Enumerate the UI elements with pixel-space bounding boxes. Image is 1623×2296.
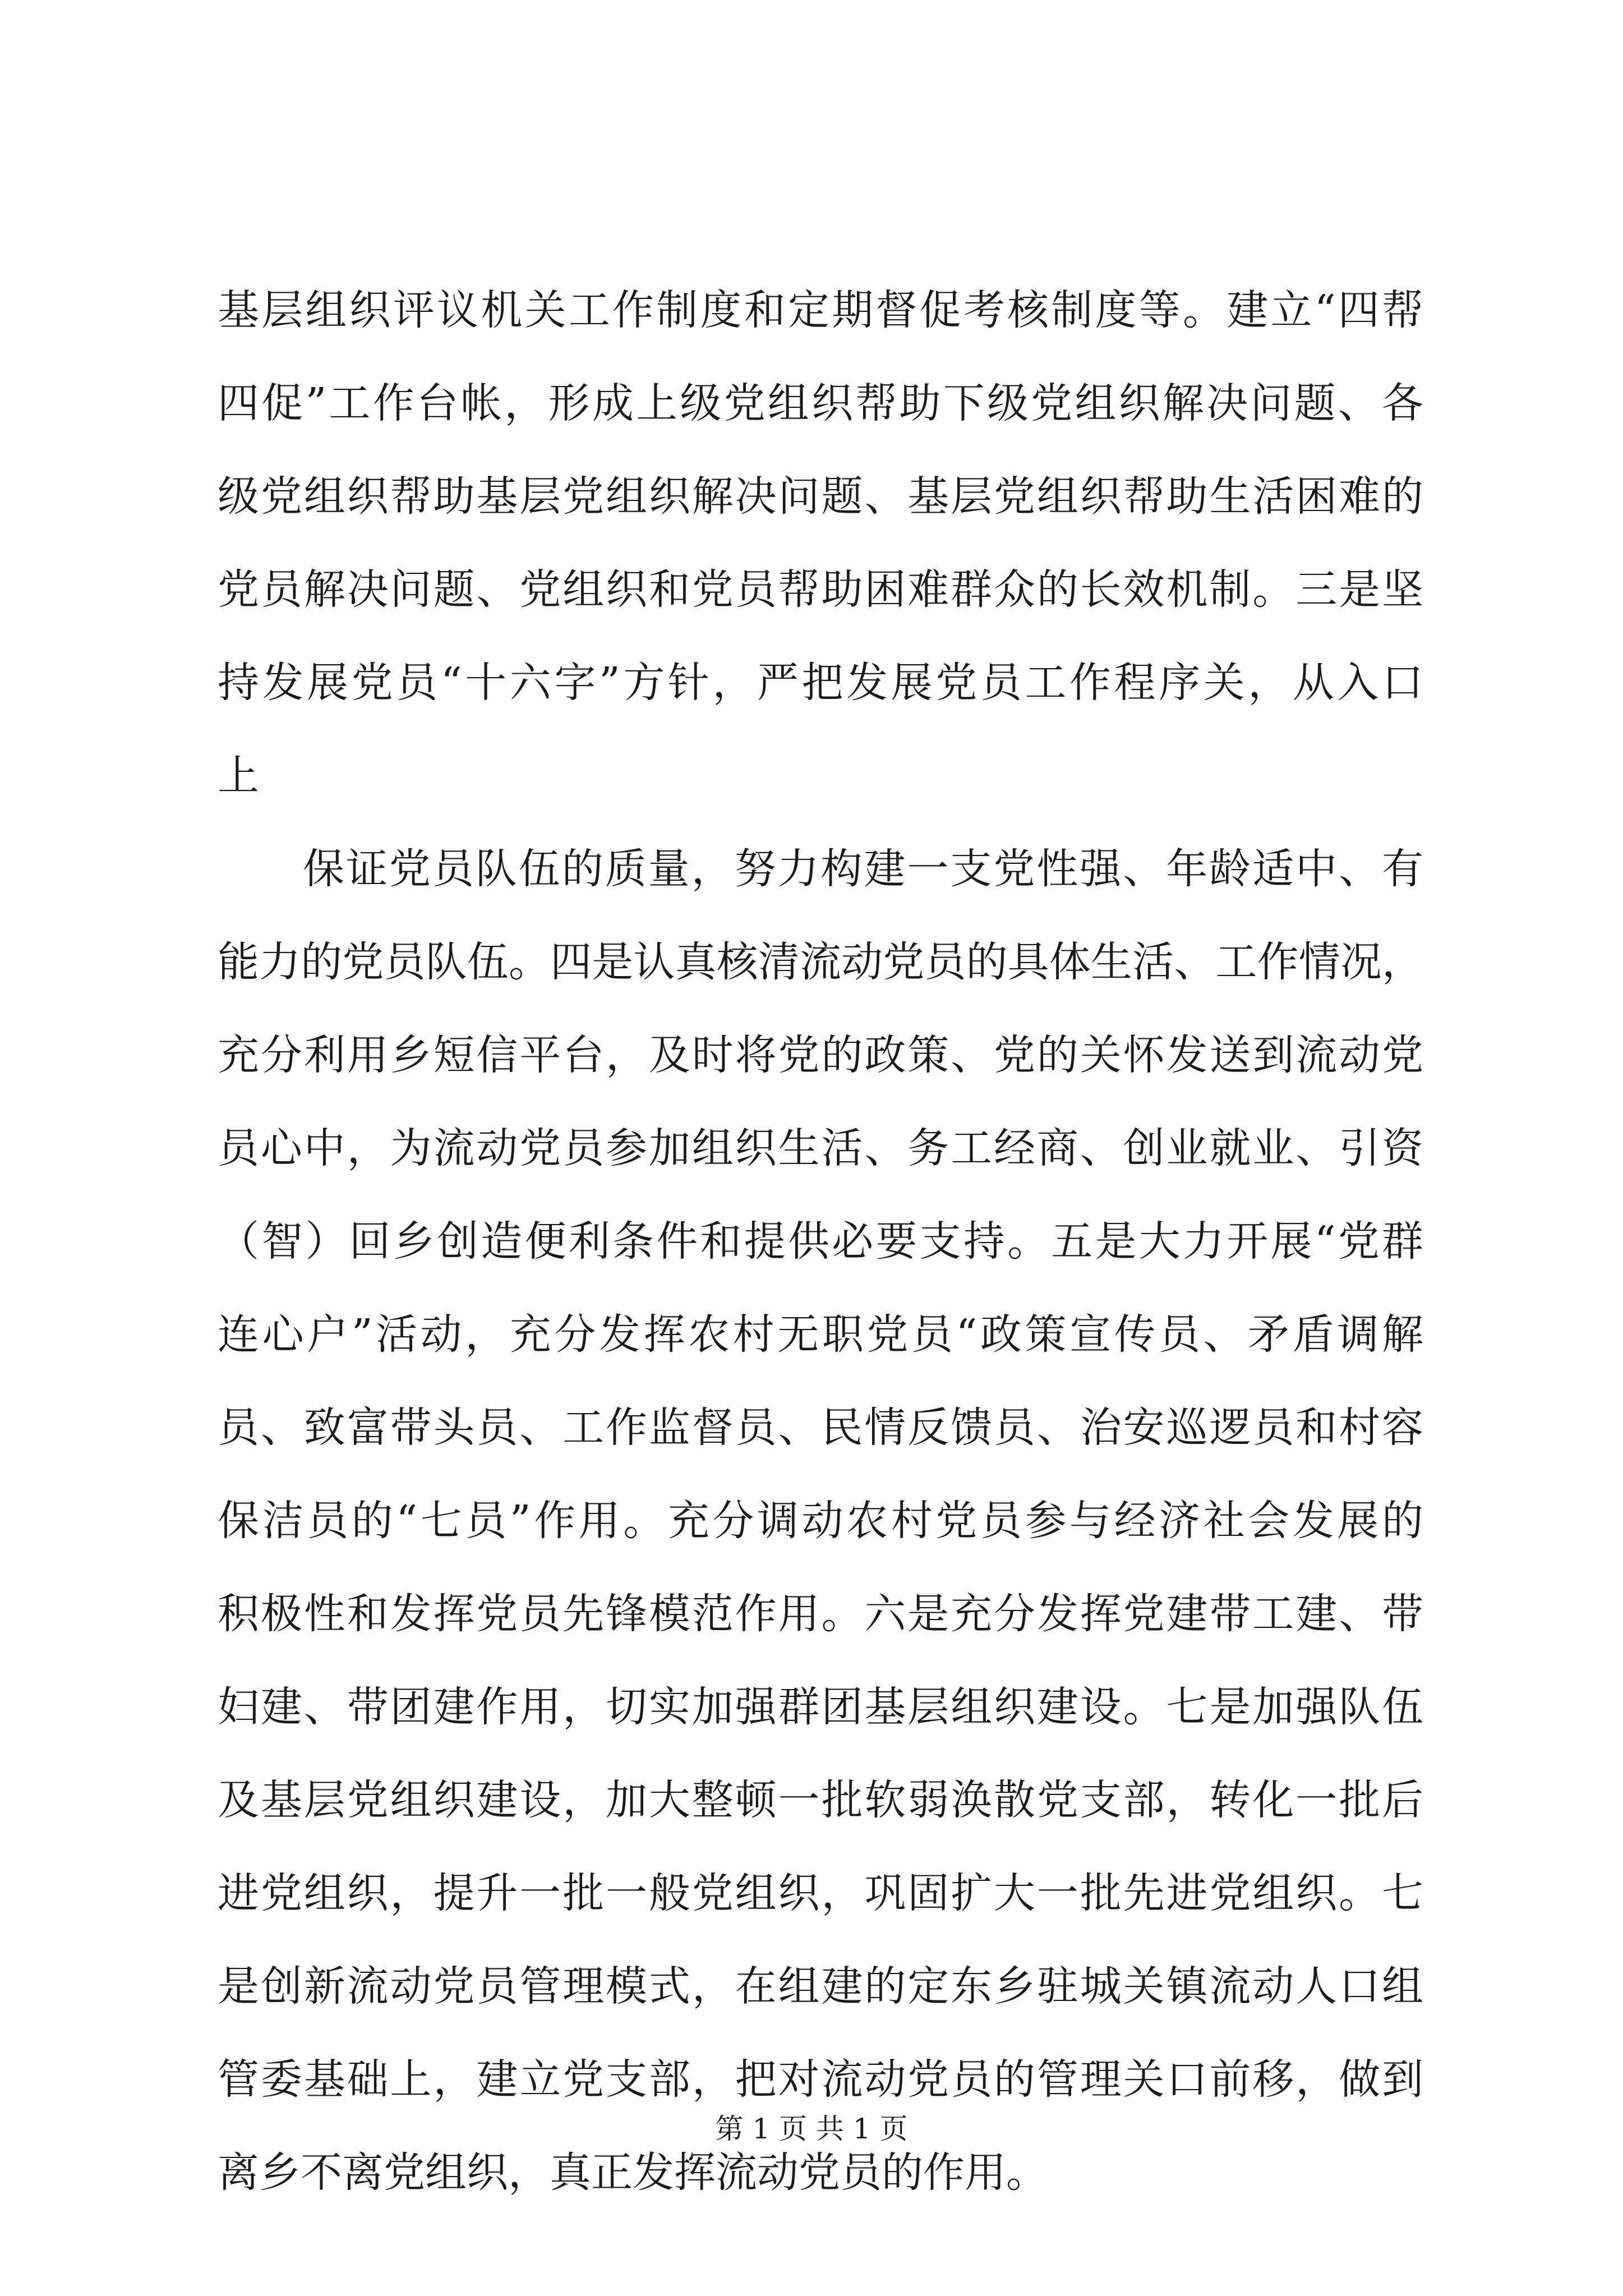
text-line: 持发展党员“十六字”方针，严把发展党员工作程序关，从入口: [218, 659, 1423, 707]
text-line: 级党组织帮助基层党组织解决问题、基层党组织帮助生活困难的: [218, 472, 1423, 521]
text-line: 管委基础上，建立党支部，把对流动党员的管理关口前移，做到: [218, 2055, 1423, 2104]
text-line: 妇建、带团建作用，切实加强群团基层组织建设。七是加强队伍: [218, 1683, 1423, 1731]
text-line: 及基层党组织建设，加大整顿一批软弱涣散党支部，转化一批后: [218, 1776, 1423, 1824]
text-line: 四促”工作台帐，形成上级党组织帮助下级党组织解决问题、各: [218, 379, 1423, 427]
text-line: 基层组织评议机关工作制度和定期督促考核制度等。建立“四帮: [218, 286, 1423, 334]
text-line: 员、致富带头员、工作监督员、民情反馈员、治安巡逻员和村容: [218, 1404, 1423, 1452]
text-line: 能力的党员队伍。四是认真核清流动党员的具体生活、工作情况，: [218, 938, 1423, 986]
text-line: 连心户”活动，充分发挥农村无职党员“政策宣传员、矛盾调解: [218, 1310, 1423, 1359]
text-line: 保洁员的“七员”作用。充分调动农村党员参与经济社会发展的: [218, 1497, 1423, 1545]
text-line: 上: [218, 752, 259, 800]
document-body: [218, 264, 1423, 2219]
paragraph-first-line: 保证党员队伍的质量，努力构建一支党性强、年龄适中、有: [303, 845, 1423, 893]
text-line: （智）回乡创造便利条件和提供必要支持。五是大力开展“党群: [218, 1217, 1423, 1266]
page-footer: 第 1 页 共 1 页: [715, 2113, 908, 2145]
text-line: 进党组织，提升一批一般党组织，巩固扩大一批先进党组织。七: [218, 1869, 1423, 1917]
text-line: 充分利用乡短信平台，及时将党的政策、党的关怀发送到流动党: [218, 1031, 1423, 1079]
text-line: 积极性和发挥党员先锋模范作用。六是充分发挥党建带工建、带: [218, 1590, 1423, 1638]
text-line: 党员解决问题、党组织和党员帮助困难群众的长效机制。三是坚: [218, 565, 1423, 614]
text-line: 离乡不离党组织，真正发挥流动党员的作用。: [218, 2148, 1048, 2197]
text-line: 员心中，为流动党员参加组织生活、务工经商、创业就业、引资: [218, 1124, 1423, 1172]
text-line: 是创新流动党员管理模式，在组建的定东乡驻城关镇流动人口组: [218, 1962, 1423, 2010]
